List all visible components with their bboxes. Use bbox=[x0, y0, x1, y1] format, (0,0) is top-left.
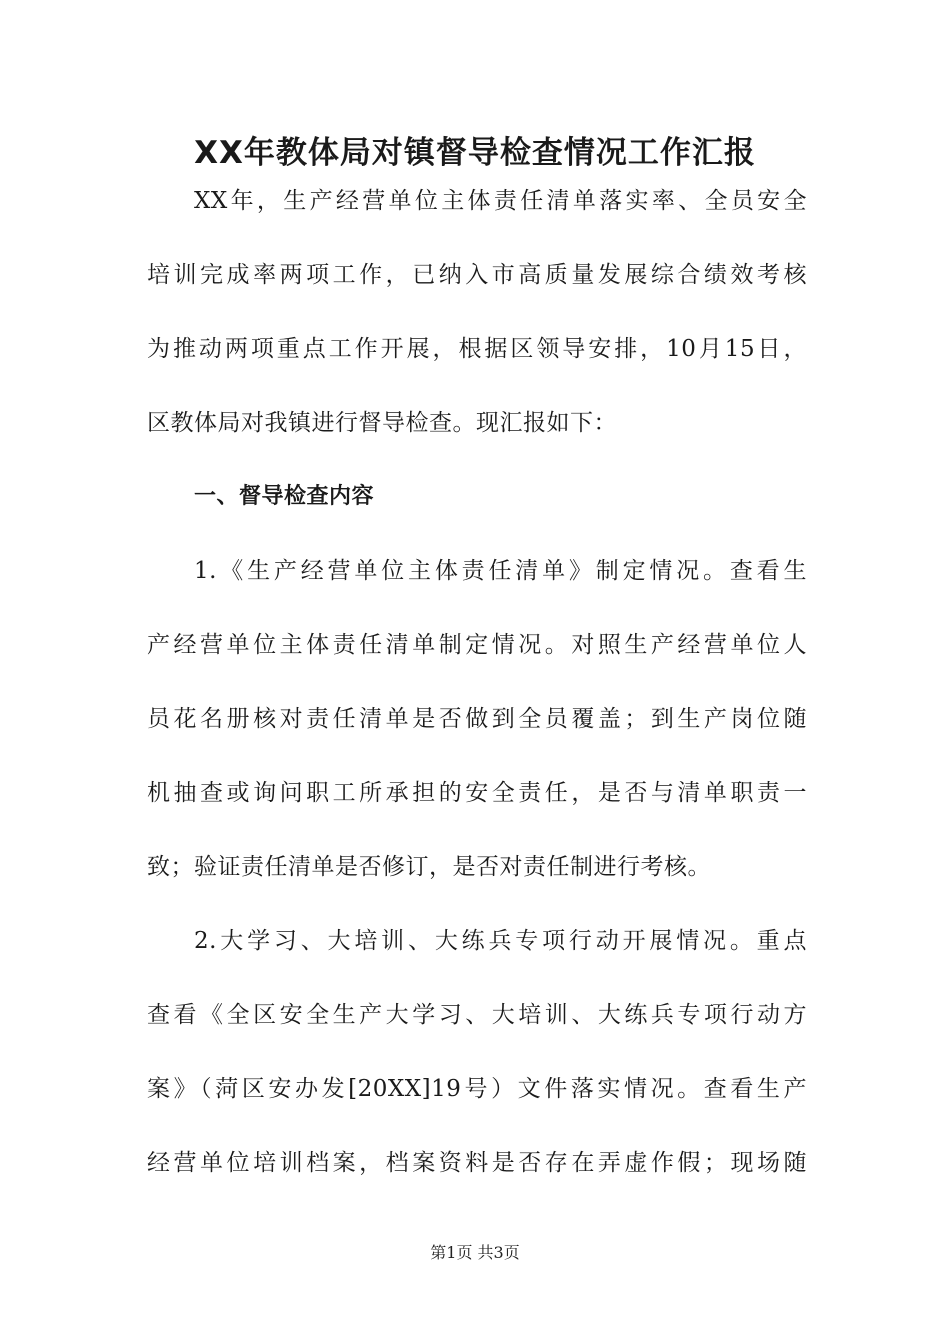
document-body bbox=[147, 176, 807, 1212]
paragraph-line: 案》（菏区安办发[20XX]19号）文件落实情况。查看生产 bbox=[147, 1076, 807, 1102]
paragraph-line: 为推动两项重点工作开展，根据区领导安排，10月15日， bbox=[147, 336, 807, 362]
section-heading: 一、督导检查内容 bbox=[194, 484, 375, 509]
paragraph-line: 员花名册核对责任清单是否做到全员覆盖；到生产岗位随 bbox=[147, 706, 807, 732]
paragraph-line: 培训完成率两项工作，已纳入市高质量发展综合绩效考核 bbox=[147, 262, 807, 288]
paragraph-line: 区教体局对我镇进行督导检查。现汇报如下： bbox=[147, 410, 617, 436]
paragraph-line: XX年，生产经营单位主体责任清单落实率、全员安全 bbox=[194, 188, 807, 214]
page-number-footer: 第1页 共3页 bbox=[430, 1243, 520, 1262]
paragraph-line: 机抽查或询问职工所承担的安全责任，是否与清单职责一 bbox=[147, 780, 807, 806]
paragraph-line: 经营单位培训档案，档案资料是否存在弄虚作假；现场随 bbox=[147, 1150, 807, 1176]
paragraph-line: 查看《全区安全生产大学习、大培训、大练兵专项行动方 bbox=[147, 1002, 807, 1028]
paragraph-line: 2.大学习、大培训、大练兵专项行动开展情况。重点 bbox=[194, 928, 807, 954]
paragraph-line: 1.《生产经营单位主体责任清单》制定情况。查看生 bbox=[194, 558, 807, 584]
document-title: XX年教体局对镇督导检查情况工作汇报 bbox=[194, 135, 756, 171]
paragraph-line: 产经营单位主体责任清单制定情况。对照生产经营单位人 bbox=[147, 632, 807, 658]
paragraph-line: 致；验证责任清单是否修订，是否对责任制进行考核。 bbox=[147, 854, 711, 880]
